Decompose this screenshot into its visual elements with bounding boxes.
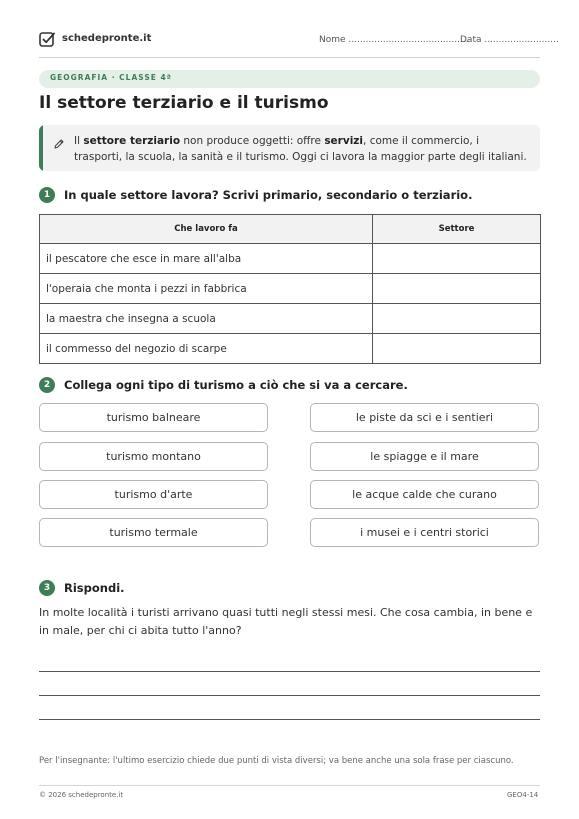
match-item-left[interactable]: turismo balneare bbox=[39, 403, 268, 432]
table-cell-job: l'operaia che monta i pezzi in fabbrica bbox=[40, 274, 373, 304]
question-3-body: In molte località i turisti arrivano quasi tutti negli stessi mesi. Che cosa cambia, in bene e in male, per chi ci abita tutto l'anno? bbox=[39, 606, 533, 637]
table-row bbox=[40, 334, 541, 364]
match-item-left[interactable]: turismo termale bbox=[39, 518, 268, 547]
date-field: Data .......................... bbox=[460, 35, 559, 45]
category-label: GEOGRAFIA · CLASSE 4ª bbox=[50, 73, 172, 82]
question-2-text: Collega ogni tipo di turismo a ciò che si va a cercare. bbox=[64, 378, 408, 392]
question-number-badge: 2 bbox=[39, 377, 55, 393]
info-text-part: Il bbox=[74, 135, 84, 147]
table-cell-job: il commesso del negozio di scarpe bbox=[40, 334, 373, 364]
info-box bbox=[39, 125, 540, 171]
table-row bbox=[40, 304, 541, 334]
checkbox-logo-icon bbox=[39, 31, 55, 47]
match-item-left[interactable]: turismo d'arte bbox=[39, 480, 268, 509]
table-header-sector: Settore bbox=[373, 215, 541, 244]
pencil-icon bbox=[53, 135, 65, 147]
footer-copyright: © 2026 schedepronte.it bbox=[39, 791, 124, 799]
table-cell-answer[interactable] bbox=[373, 274, 541, 304]
info-accent-bar bbox=[39, 125, 43, 171]
match-item-right[interactable]: le acque calde che curano bbox=[310, 480, 539, 509]
brand-name: schedepronte.it bbox=[62, 33, 152, 44]
question-1-text: In quale settore lavora? Scrivi primario, secondario o terziario. bbox=[64, 188, 473, 202]
answer-line[interactable] bbox=[39, 671, 540, 672]
table-cell-answer[interactable] bbox=[373, 244, 541, 274]
answer-line[interactable] bbox=[39, 695, 540, 696]
sector-table bbox=[39, 214, 541, 364]
table-cell-job: la maestra che insegna a scuola bbox=[40, 304, 373, 334]
info-text-part: non produce oggetti: offre bbox=[180, 135, 325, 147]
page-title: Il settore terziario e il turismo bbox=[39, 93, 329, 113]
question-number-badge: 1 bbox=[39, 187, 55, 203]
table-header-job: Che lavoro fa bbox=[40, 215, 373, 244]
category-badge bbox=[39, 70, 540, 88]
answer-line[interactable] bbox=[39, 719, 540, 720]
table-row bbox=[40, 244, 541, 274]
info-text-part: , come il commercio, i trasporti, la scuola, la sanità e il turismo. Oggi ci lavora la maggior parte degli italiani. bbox=[74, 135, 527, 163]
info-bold-term: settore terziario bbox=[83, 135, 181, 147]
question-number-badge: 3 bbox=[39, 580, 55, 596]
footer-divider bbox=[39, 785, 540, 786]
info-bold-term: servizi bbox=[324, 135, 364, 147]
match-item-right[interactable]: le spiagge e il mare bbox=[310, 442, 539, 471]
match-item-right[interactable]: le piste da sci e i sentieri bbox=[310, 403, 539, 432]
match-item-right[interactable]: i musei e i centri storici bbox=[310, 518, 539, 547]
table-row bbox=[40, 274, 541, 304]
teacher-note: Per l'insegnante: l'ultimo esercizio chiede due punti di vista diversi; va bene anche una sola frase per ciascuno. bbox=[39, 756, 514, 766]
table-header-row bbox=[40, 215, 541, 244]
footer-code: GEO4-14 bbox=[507, 791, 539, 799]
question-3-text: Rispondi. bbox=[64, 581, 125, 595]
header-divider bbox=[39, 57, 540, 58]
table-cell-answer[interactable] bbox=[373, 304, 541, 334]
info-text bbox=[74, 133, 529, 165]
table-cell-answer[interactable] bbox=[373, 334, 541, 364]
match-item-left[interactable]: turismo montano bbox=[39, 442, 268, 471]
name-field: Nome .......................................... bbox=[319, 35, 469, 45]
table-cell-job: il pescatore che esce in mare all'alba bbox=[40, 244, 373, 274]
